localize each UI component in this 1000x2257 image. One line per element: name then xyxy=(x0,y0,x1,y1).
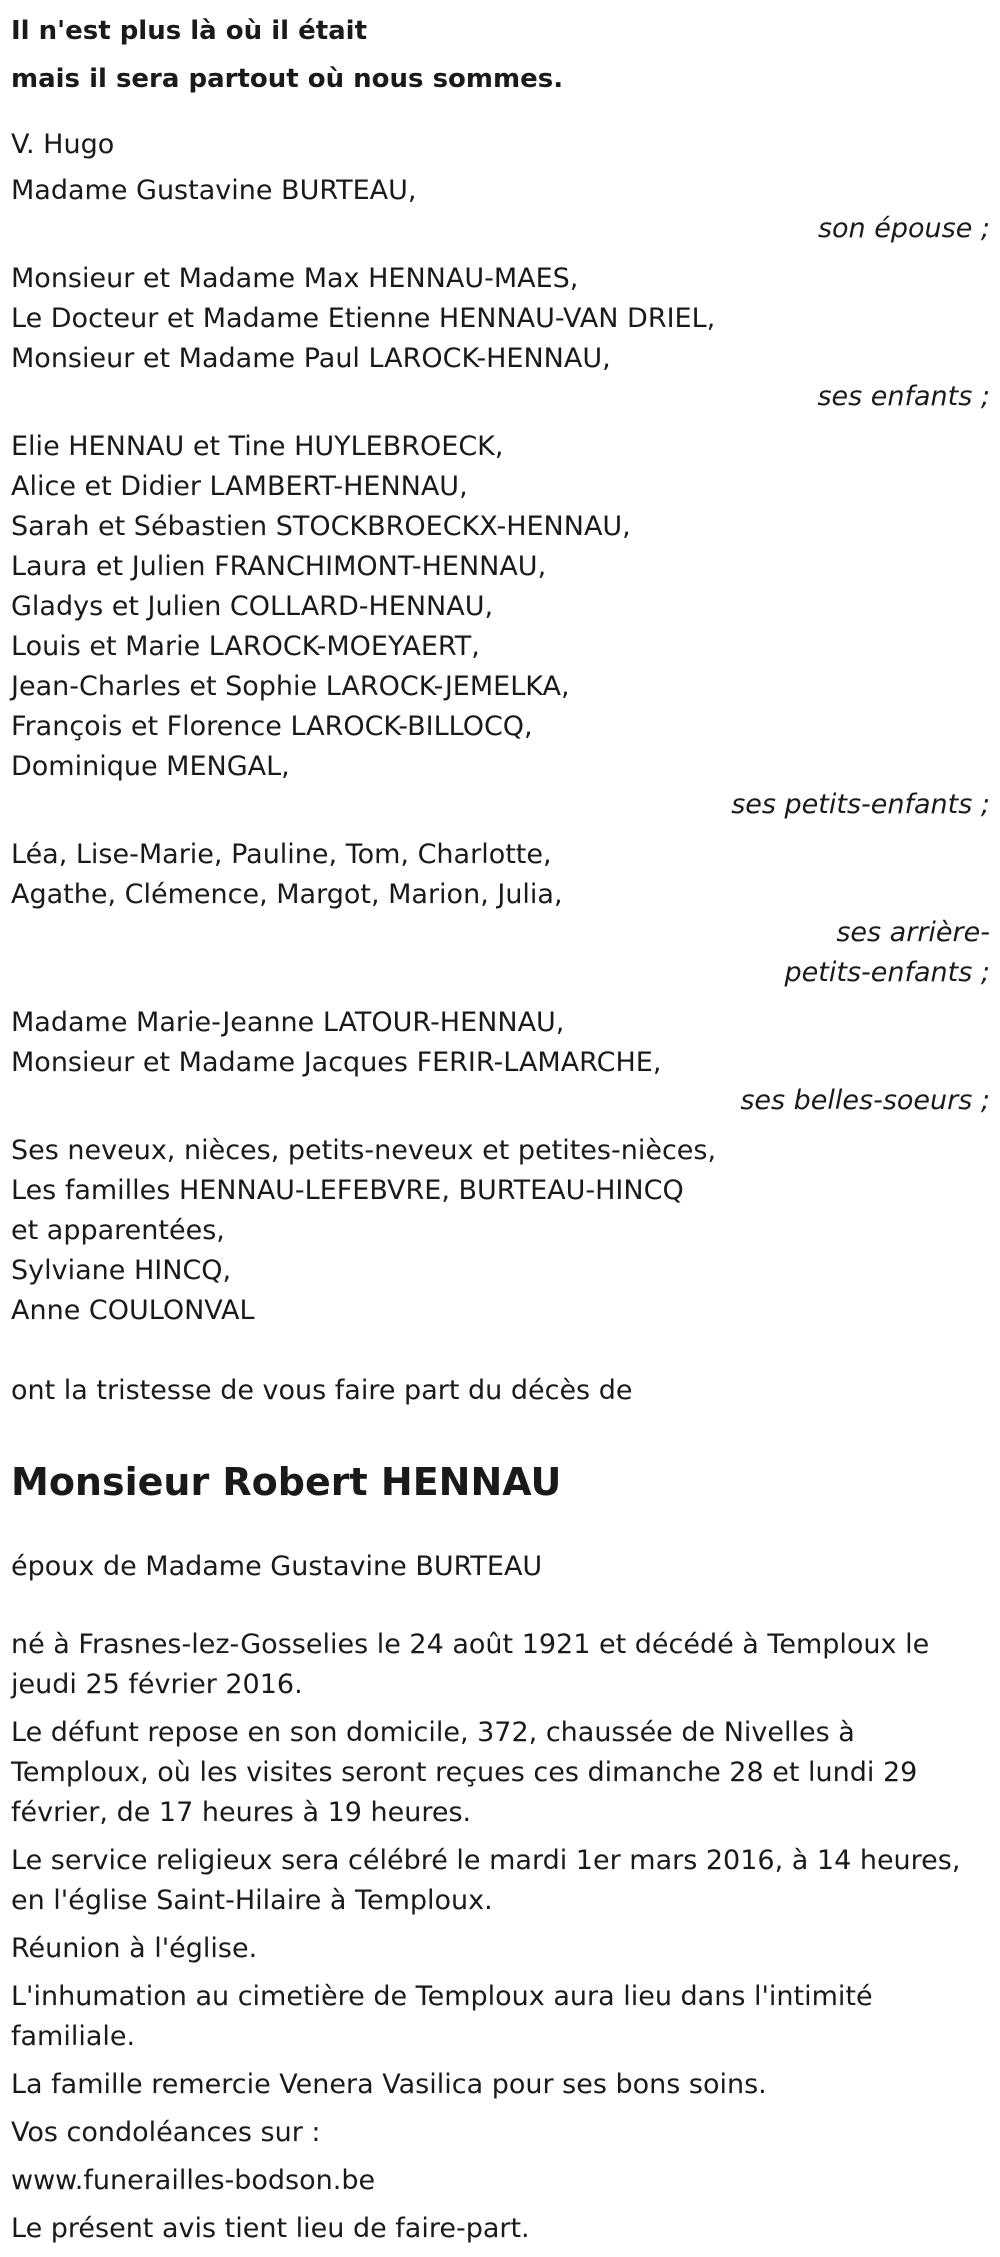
detail-paragraph: né à Frasnes-lez-Gosselies le 24 août 1921 et décédé à Temploux le jeudi 25 février 2016. xyxy=(11,1629,930,1700)
family-member-line: et apparentées, xyxy=(11,1215,225,1246)
obituary-notice xyxy=(11,7,990,2257)
family-relation: ses enfants ; xyxy=(817,381,990,412)
family-member-line: Madame Gustavine BURTEAU, xyxy=(11,175,417,206)
family-member-line: Ses neveux, nièces, petits-neveux et petites-nièces, xyxy=(11,1135,717,1166)
family-group xyxy=(11,427,990,825)
family-group xyxy=(11,835,990,993)
family-group xyxy=(11,171,990,249)
detail-paragraph: La famille remercie Venera Vasilica pour ses bons soins. xyxy=(11,2069,767,2100)
family-member-line: Jean-Charles et Sophie LAROCK-JEMELKA, xyxy=(11,671,570,702)
family-member-line: Sarah et Sébastien STOCKBROECKX-HENNAU, xyxy=(11,511,631,542)
website-link[interactable]: www.funerailles-bodson.be xyxy=(11,2165,376,2196)
detail-paragraph: Le service religieux sera célébré le mardi 1er mars 2016, à 14 heures, en l'église Saint-Hilaire à Temploux. xyxy=(11,1845,961,1916)
family-member-line: Agathe, Clémence, Margot, Marion, Julia, xyxy=(11,879,563,910)
family-member-line: Elie HENNAU et Tine HUYLEBROECK, xyxy=(11,431,504,462)
epigraph-line-2: mais il sera partout où nous sommes. xyxy=(11,64,564,94)
family-member-line: Léa, Lise-Marie, Pauline, Tom, Charlotte, xyxy=(11,839,552,870)
detail-paragraph: Vos condoléances sur : xyxy=(11,2117,321,2148)
family-member-line: Monsieur et Madame Max HENNAU-MAES, xyxy=(11,263,579,294)
family-member-line: Anne COULONVAL xyxy=(11,1295,255,1326)
family-member-line: François et Florence LAROCK-BILLOCQ, xyxy=(11,711,533,742)
family-group xyxy=(11,1131,990,1331)
epigraph-line-1: Il n'est plus là où il était xyxy=(11,16,368,46)
family-member-line: Monsieur et Madame Jacques FERIR-LAMARCHE, xyxy=(11,1047,662,1078)
family-member-line: Laura et Julien FRANCHIMONT-HENNAU, xyxy=(11,551,547,582)
family-member-line: Louis et Marie LAROCK-MOEYAERT, xyxy=(11,631,480,662)
family-member-line: Sylviane HINCQ, xyxy=(11,1255,232,1286)
family-member-line: Alice et Didier LAMBERT-HENNAU, xyxy=(11,471,468,502)
family-group xyxy=(11,259,990,417)
deceased-name: Monsieur Robert HENNAU xyxy=(11,1460,562,1504)
family-relation: ses belles-soeurs ; xyxy=(740,1085,990,1116)
family-member-line: Les familles HENNAU-LEFEBVRE, BURTEAU-HINCQ xyxy=(11,1175,684,1206)
family-list xyxy=(11,171,990,1331)
epigraph-author: V. Hugo xyxy=(11,129,115,160)
family-member-line: Madame Marie-Jeanne LATOUR-HENNAU, xyxy=(11,1007,565,1038)
family-member-line: Le Docteur et Madame Etienne HENNAU-VAN DRIEL, xyxy=(11,303,716,334)
family-relation: ses arrière-petits-enfants ; xyxy=(784,917,990,988)
family-group xyxy=(11,1003,990,1121)
details-section xyxy=(11,1625,990,2249)
announcement-text: ont la tristesse de vous faire part du décès de xyxy=(11,1375,633,1406)
detail-paragraph: Le présent avis tient lieu de faire-part. xyxy=(11,2213,530,2244)
detail-paragraph: Le défunt repose en son domicile, 372, chaussée de Nivelles à Temploux, où les visites seront reçues ces dimanche 28 et lundi 29 février, de 17 heures à 19 heures. xyxy=(11,1717,918,1828)
family-member-line: Monsieur et Madame Paul LAROCK-HENNAU, xyxy=(11,343,611,374)
family-member-line: Gladys et Julien COLLARD-HENNAU, xyxy=(11,591,494,622)
family-relation: son épouse ; xyxy=(817,213,990,244)
family-relation: ses petits-enfants ; xyxy=(731,789,990,820)
detail-paragraph: Réunion à l'église. xyxy=(11,1933,258,1964)
spouse-line: époux de Madame Gustavine BURTEAU xyxy=(11,1551,543,1582)
family-member-line: Dominique MENGAL, xyxy=(11,751,290,782)
epigraph xyxy=(11,7,990,103)
detail-paragraph: L'inhumation au cimetière de Temploux aura lieu dans l'intimité familiale. xyxy=(11,1981,873,2052)
